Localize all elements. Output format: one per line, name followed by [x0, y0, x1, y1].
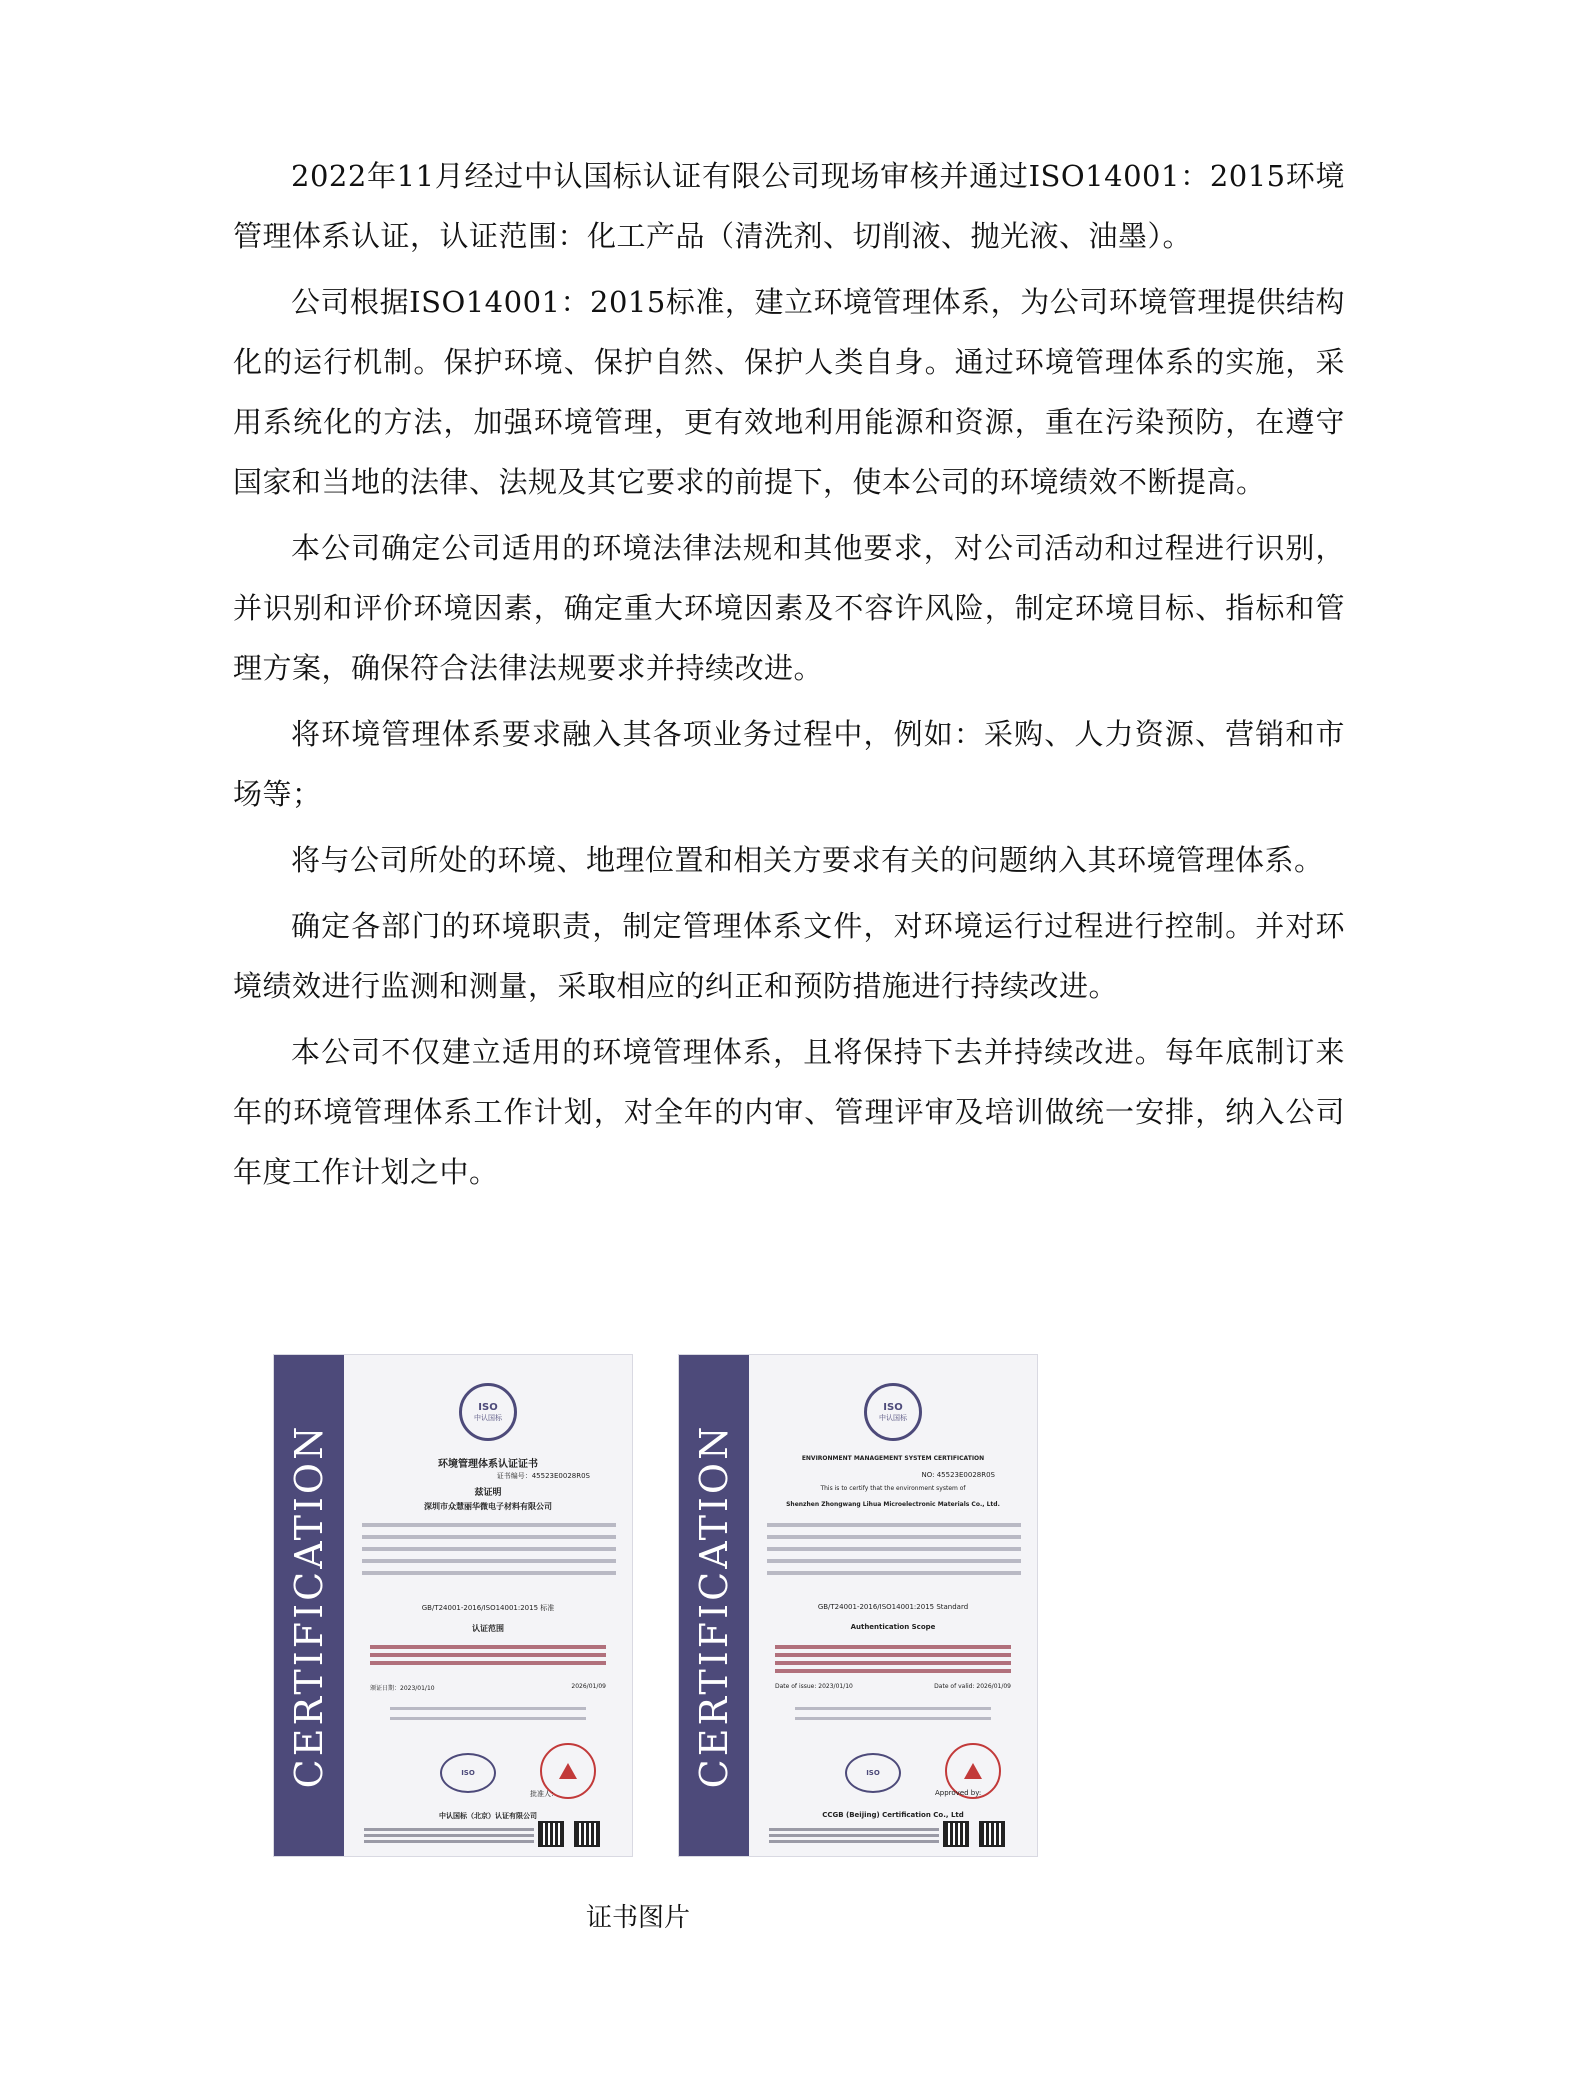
star-icon: [964, 1763, 982, 1779]
fine-print-line: [767, 1571, 1021, 1575]
certificate-scope: [370, 1641, 606, 1669]
fine-print-line: [362, 1559, 616, 1563]
signer-label: 批准人：: [530, 1790, 558, 1798]
paragraph: 确定各部门的环境职责，制定管理体系文件，对环境运行过程进行控制。并对环境绩效进行监测和测量，采取相应的纠正和预防措施进行持续改进。: [233, 909, 1345, 1003]
fine-print-line: [390, 1707, 586, 1710]
certificate-scope-title: 认证范围: [472, 1624, 504, 1633]
fine-print-line: [767, 1559, 1021, 1563]
issuer-address: [769, 1825, 939, 1846]
signer-label: Approved by:: [935, 1789, 982, 1797]
paragraph: 将环境管理体系要求融入其各项业务过程中，例如：采购、人力资源、营销和市场等；: [233, 717, 1345, 811]
qr-code-icon: [979, 1821, 1005, 1847]
paragraph: 本公司确定公司适用的环境法律法规和其他要求，对公司活动和过程进行识别，并识别和评价环境因素，确定重大环境因素及不容许风险，制定环境目标、指标和管理方案，确保符合法律法规要求并持续改进。: [233, 531, 1345, 685]
certificate-org: Shenzhen Zhongwang Lihua Microelectronic Materials Co., Ltd.: [786, 1501, 1000, 1508]
seal-iso-text: ISO: [883, 1401, 903, 1413]
paragraph: 本公司不仅建立适用的环境管理体系，且将保持下去并持续改进。每年底制订来年的环境管理体系工作计划，对全年的内审、管理评审及培训做统一安排，纳入公司年度工作计划之中。: [233, 1035, 1345, 1189]
certificate-body: [350, 1355, 626, 1856]
seal-iso-text: ISO: [478, 1401, 498, 1413]
fine-print-line: [362, 1571, 616, 1575]
certificate-subtitle: 兹证明: [474, 1488, 502, 1498]
iso-seal-icon: [459, 1383, 517, 1441]
valid-date: Date of valid: 2026/01/09: [934, 1683, 1011, 1690]
iso-stamp-icon: [845, 1753, 901, 1793]
certificate-dates: [775, 1683, 1011, 1690]
fine-print-line: [767, 1523, 1021, 1527]
certificate-number: 证书编号：45523E0028R0S: [496, 1472, 590, 1480]
document-body: [233, 146, 1345, 1208]
fine-print-line: [767, 1535, 1021, 1539]
seal-cn-text: 中认国标: [879, 1413, 907, 1422]
fine-print-line: [795, 1717, 991, 1720]
fine-print-line: [767, 1547, 1021, 1551]
certificate-body: [755, 1355, 1031, 1856]
certificate-band: [679, 1355, 749, 1856]
certificate-band: [274, 1355, 344, 1856]
issue-date: 颁证日期：2023/01/10: [370, 1685, 435, 1692]
fine-print-line: [362, 1535, 616, 1539]
issuer-address: [364, 1825, 534, 1846]
certificate-issuer: CCGB (Beijing) Certification Co., Ltd: [822, 1811, 964, 1819]
qr-code-icon: [943, 1821, 969, 1847]
fine-print-line: [362, 1547, 616, 1551]
certificate-images: [0, 1354, 1587, 1857]
image-caption: 证书图片: [585, 1903, 690, 1933]
qr-code-icon: [538, 1821, 564, 1847]
star-icon: [559, 1763, 577, 1779]
seal-cn-text: 中认国标: [474, 1413, 502, 1422]
iso-stamp-icon: [440, 1753, 496, 1793]
certificate-subtitle: This is to certify that the environment system of: [820, 1485, 966, 1492]
stamp-text: ISO: [461, 1769, 475, 1777]
iso-seal-icon: [864, 1383, 922, 1441]
certificate-title: 环境管理体系认证证书: [438, 1459, 538, 1470]
paragraph: 将与公司所处的环境、地理位置和相关方要求有关的问题纳入其环境管理体系。: [291, 843, 1324, 877]
certificate-standard: GB/T24001-2016/ISO14001:2015 Standard: [817, 1603, 969, 1611]
stamp-text: ISO: [866, 1769, 880, 1777]
qr-code-icon: [574, 1821, 600, 1847]
fine-print-line: [795, 1707, 991, 1710]
fine-print-line: [390, 1717, 586, 1720]
certificate-dates: [370, 1683, 606, 1692]
certificate-org: 深圳市众慧丽华微电子材料有限公司: [424, 1502, 552, 1511]
paragraph: 公司根据ISO14001：2015标准，建立环境管理体系，为公司环境管理提供结构化的运行机制。保护环境、保护自然、保护人类自身。通过环境管理体系的实施，采用系统化的方法，加强环境管理，更有效地利用能源和资源，重在污染预防，在遵守国家和当地的法律、法规及其它要求的前提下，使本公司的环境绩效不断提高。: [233, 285, 1345, 499]
certificate-standard: GB/T24001-2016/ISO14001:2015 标准: [421, 1604, 555, 1612]
certificate-en: [678, 1354, 1038, 1857]
band-label: CERTIFICATION: [692, 1423, 736, 1789]
certificate-title: ENVIRONMENT MANAGEMENT SYSTEM CERTIFICATION: [801, 1455, 985, 1462]
band-label: CERTIFICATION: [287, 1423, 331, 1789]
valid-date: 2026/01/09: [571, 1683, 606, 1690]
paragraph: 2022年11月经过中认国标认证有限公司现场审核并通过ISO14001：2015环境管理体系认证，认证范围：化工产品（清洗剂、切削液、抛光液、油墨）。: [233, 159, 1345, 253]
certificate-issuer: 中认国标（北京）认证有限公司: [439, 1812, 537, 1820]
issue-date: Date of issue: 2023/01/10: [775, 1683, 853, 1690]
certificate-cn: [273, 1354, 633, 1857]
fine-print-line: [362, 1523, 616, 1527]
certificate-scope: [775, 1641, 1011, 1677]
certificate-number: NO: 45523E0028R0S: [921, 1471, 995, 1479]
certificate-scope-title: Authentication Scope: [850, 1623, 936, 1631]
